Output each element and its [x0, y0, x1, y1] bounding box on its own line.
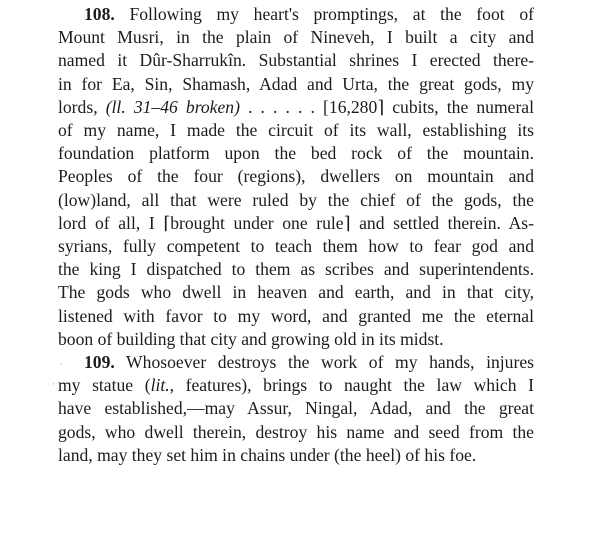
text-line: in for Ea, Sin, Shamash, Adad and Urta, the great gods, my	[58, 73, 534, 94]
text-line: (low)land, all that were ruled by the chief of the gods, the	[58, 189, 534, 210]
text-line: listened with favor to my word, and granted me the eternal	[58, 305, 534, 326]
text-line: boon of building that city and growing old in its midst.	[58, 328, 444, 349]
scan-speck: ·	[60, 360, 63, 370]
italic-note: (ll. 31–46 broken)	[105, 96, 240, 117]
text-line: lords, (ll. 31–46 broken) . . . . . . [16,280⌉ cubits, the numeral	[58, 96, 534, 117]
paragraph-number: 109.	[84, 352, 115, 373]
paragraph-109	[58, 351, 534, 467]
text-line: lord of all, I ⌈brought under one rule⌉ and settled therein. As-	[58, 212, 534, 233]
italic-note: lit.	[150, 375, 170, 396]
document-page	[58, 3, 534, 467]
text-line: syrians, fully competent to teach them how to fear god and	[58, 236, 534, 257]
text-line: foundation platform upon the bed rock of the mountain.	[58, 143, 534, 164]
text-line: of my name, I made the circuit of its wall, establishing its	[58, 120, 534, 141]
text-line: my statue (lit., features), brings to naught the law which I	[58, 375, 534, 396]
text-line: named it Dûr-Sharrukîn. Substantial shrines I erected there-	[58, 50, 534, 71]
text-line: 108. Following my heart's promptings, at the foot of	[84, 4, 534, 24]
text-line: Mount Musri, in the plain of Nineveh, I built a city and	[58, 27, 534, 48]
text-line: land, may they set him in chains under (the heel) of his foe.	[58, 444, 477, 465]
paragraph-108	[58, 3, 534, 351]
text-line: The gods who dwell in heaven and earth, and in that city,	[58, 282, 534, 303]
scan-speck: ·	[52, 380, 55, 390]
paragraph-number: 108.	[84, 4, 115, 24]
text-line: the king I dispatched to them as scribes and superintendents.	[58, 259, 534, 280]
text-line: 109. Whosoever destroys the work of my hands, injures	[84, 352, 534, 373]
text-line: gods, who dwell therein, destroy his name and seed from the	[58, 421, 534, 442]
text-line: have established,—may Assur, Ningal, Adad, and the great	[58, 398, 534, 419]
text-line: Peoples of the four (regions), dwellers on mountain and	[58, 166, 534, 187]
